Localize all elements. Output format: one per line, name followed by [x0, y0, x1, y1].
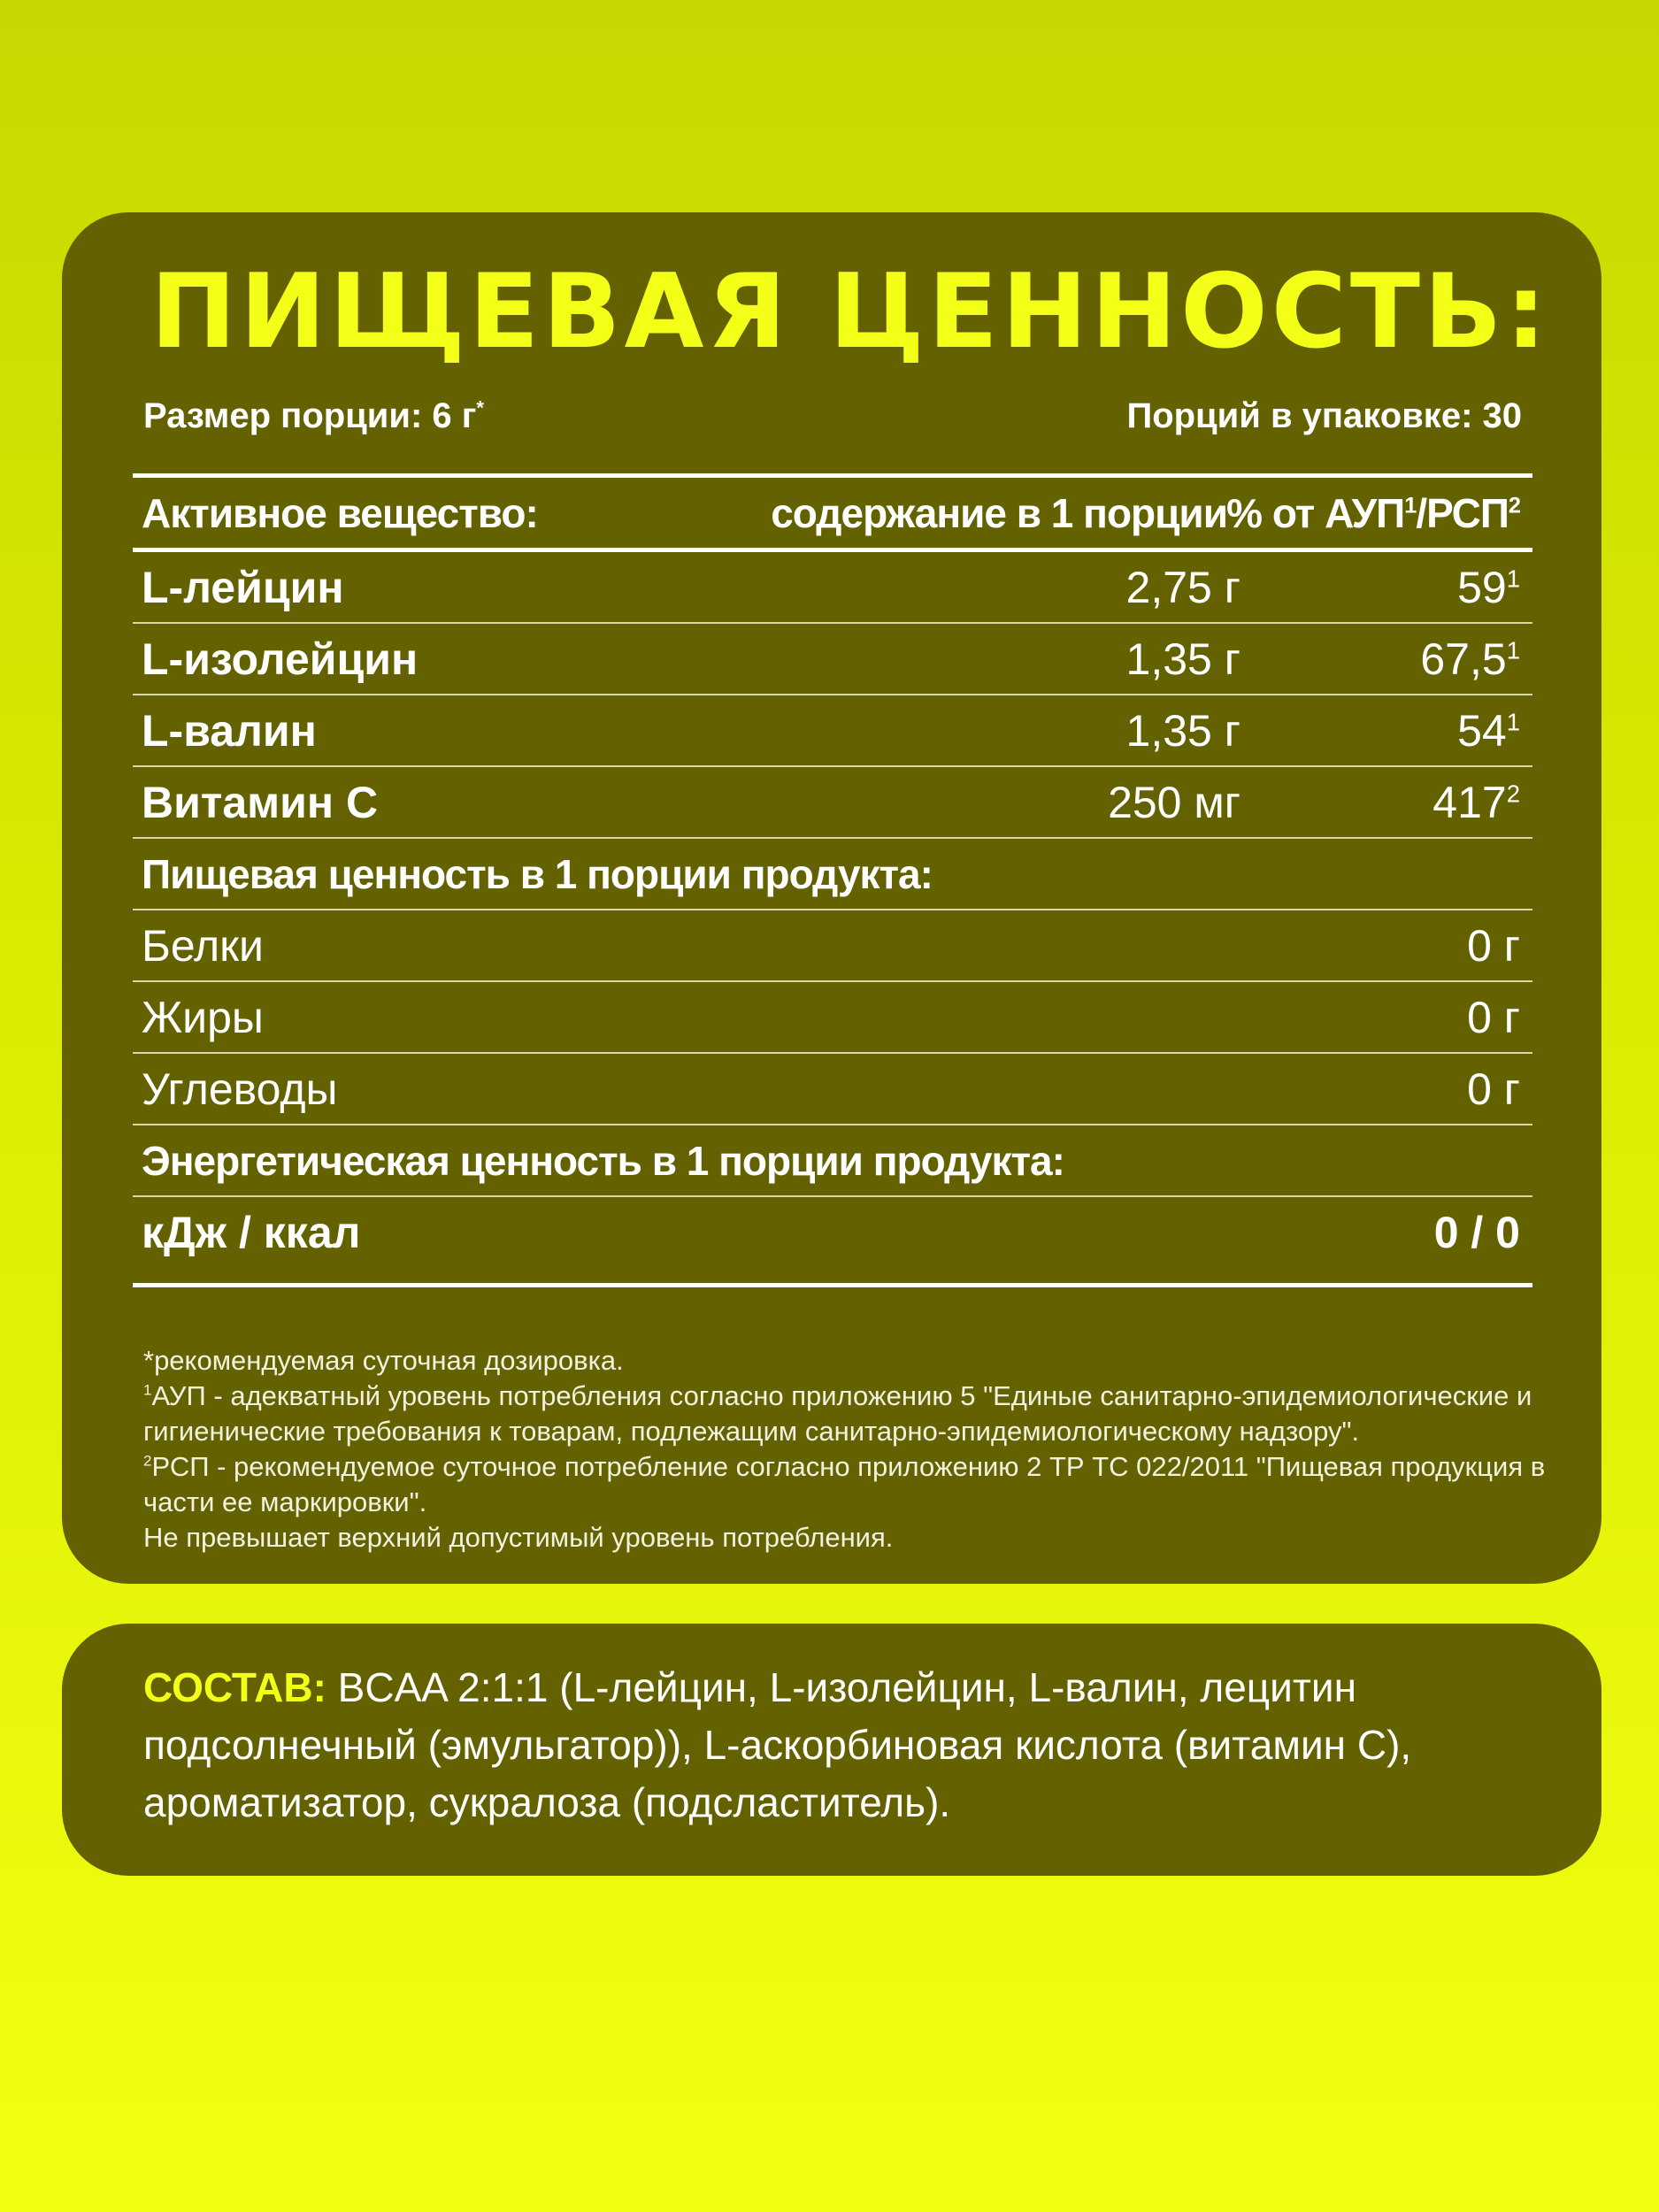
nutrition-table: [133, 473, 1532, 1287]
nutrient-name: Белки: [142, 920, 264, 971]
footnote-line: $^1$АУП - адекватный уровень потребления согласно приложению 5 "Единые санитарно-эпидемиологические и: [143, 1380, 1532, 1411]
energy-row: [133, 1197, 1532, 1267]
table-row: [133, 695, 1532, 765]
serving-size-label: Размер порции: 6 г: [143, 396, 477, 435]
table-row: [133, 982, 1532, 1052]
composition-panel: [62, 1624, 1601, 1876]
composition-label: СОСТАВ:: [143, 1664, 326, 1710]
table-row: [133, 1054, 1532, 1124]
table-header-row: [133, 478, 1532, 548]
ingredient-percent: $417^2$: [1432, 777, 1520, 827]
footnote-line: гигиенические требования к товарам, подлежащим санитарно-эпидемиологическому надзору".: [143, 1416, 1360, 1447]
footnote-line: части ее маркировки".: [143, 1486, 427, 1517]
table-row: [133, 552, 1532, 622]
ingredient-name: L-изолейцин: [142, 634, 419, 684]
energy-section-heading: Энергетическая ценность в 1 порции продукта:: [142, 1137, 1064, 1184]
table-bottom-rule: [133, 1283, 1532, 1287]
ingredient-amount: 2,75 г: [1125, 562, 1240, 612]
header-percent-reference: % от АУП$^1$/РСП$^2$: [1226, 489, 1520, 536]
ingredient-amount: 1,35 г: [1125, 634, 1240, 684]
energy-value: 0 / 0: [1433, 1207, 1520, 1257]
table-row: [133, 624, 1532, 694]
composition-ingredients: BCAA 2:1:1 (L-лейцин, L-изолейцин, L-валин, лецитин подсолнечный (эмульгатор)), L-аскорбиновая кислота (витамин С), ароматизатор, сукралоза (подсластитель).: [143, 1664, 1412, 1825]
nutrient-value: 0 г: [1467, 1064, 1520, 1114]
ingredient-amount: 1,35 г: [1125, 705, 1240, 756]
nutrition-facts-panel: [62, 212, 1601, 1584]
nutrient-value: 0 г: [1467, 920, 1520, 971]
ingredient-percent: $54^1$: [1457, 705, 1520, 756]
servings-per-pack: Порций в упаковке: 30: [1126, 396, 1522, 435]
ingredient-amount: 250 мг: [1108, 777, 1240, 827]
nutrient-name: Углеводы: [142, 1064, 338, 1114]
composition-text: [143, 1659, 1559, 1832]
page-title: ПИЩЕВАЯ ЦЕННОСТЬ:: [150, 252, 1550, 372]
nutrition-section-heading: Пищевая ценность в 1 порции продукта:: [142, 850, 933, 897]
footnote-line: Не превышает верхний допустимый уровень потребления.: [143, 1522, 894, 1553]
header-active-substance: Активное вещество:: [142, 489, 538, 536]
ingredient-name: Витамин С: [142, 777, 379, 827]
ingredient-percent: $59^1$: [1457, 562, 1520, 612]
ingredient-percent: 67,5$^1$: [1420, 634, 1520, 684]
ingredient-name: L-валин: [142, 705, 317, 756]
header-amount-per-serving: содержание в 1 порции: [771, 489, 1227, 536]
footnote-line: *рекомендуемая суточная дозировка.: [143, 1345, 624, 1376]
nutrient-value: 0 г: [1467, 992, 1520, 1042]
footnote-line: $^2$РСП - рекомендуемое суточное потребление согласно приложению 2 ТР ТС 022/2011 "Пищевая продукция в: [143, 1451, 1546, 1482]
serving-size-mark: *: [476, 396, 484, 419]
table-row: [133, 910, 1532, 980]
nutrient-name: Жиры: [142, 992, 264, 1042]
ingredient-name: L-лейцин: [142, 562, 344, 612]
footnotes: [143, 1343, 1559, 1555]
table-row: [133, 767, 1532, 837]
serving-size: [143, 398, 484, 434]
energy-name: кДж / ккал: [142, 1207, 361, 1257]
